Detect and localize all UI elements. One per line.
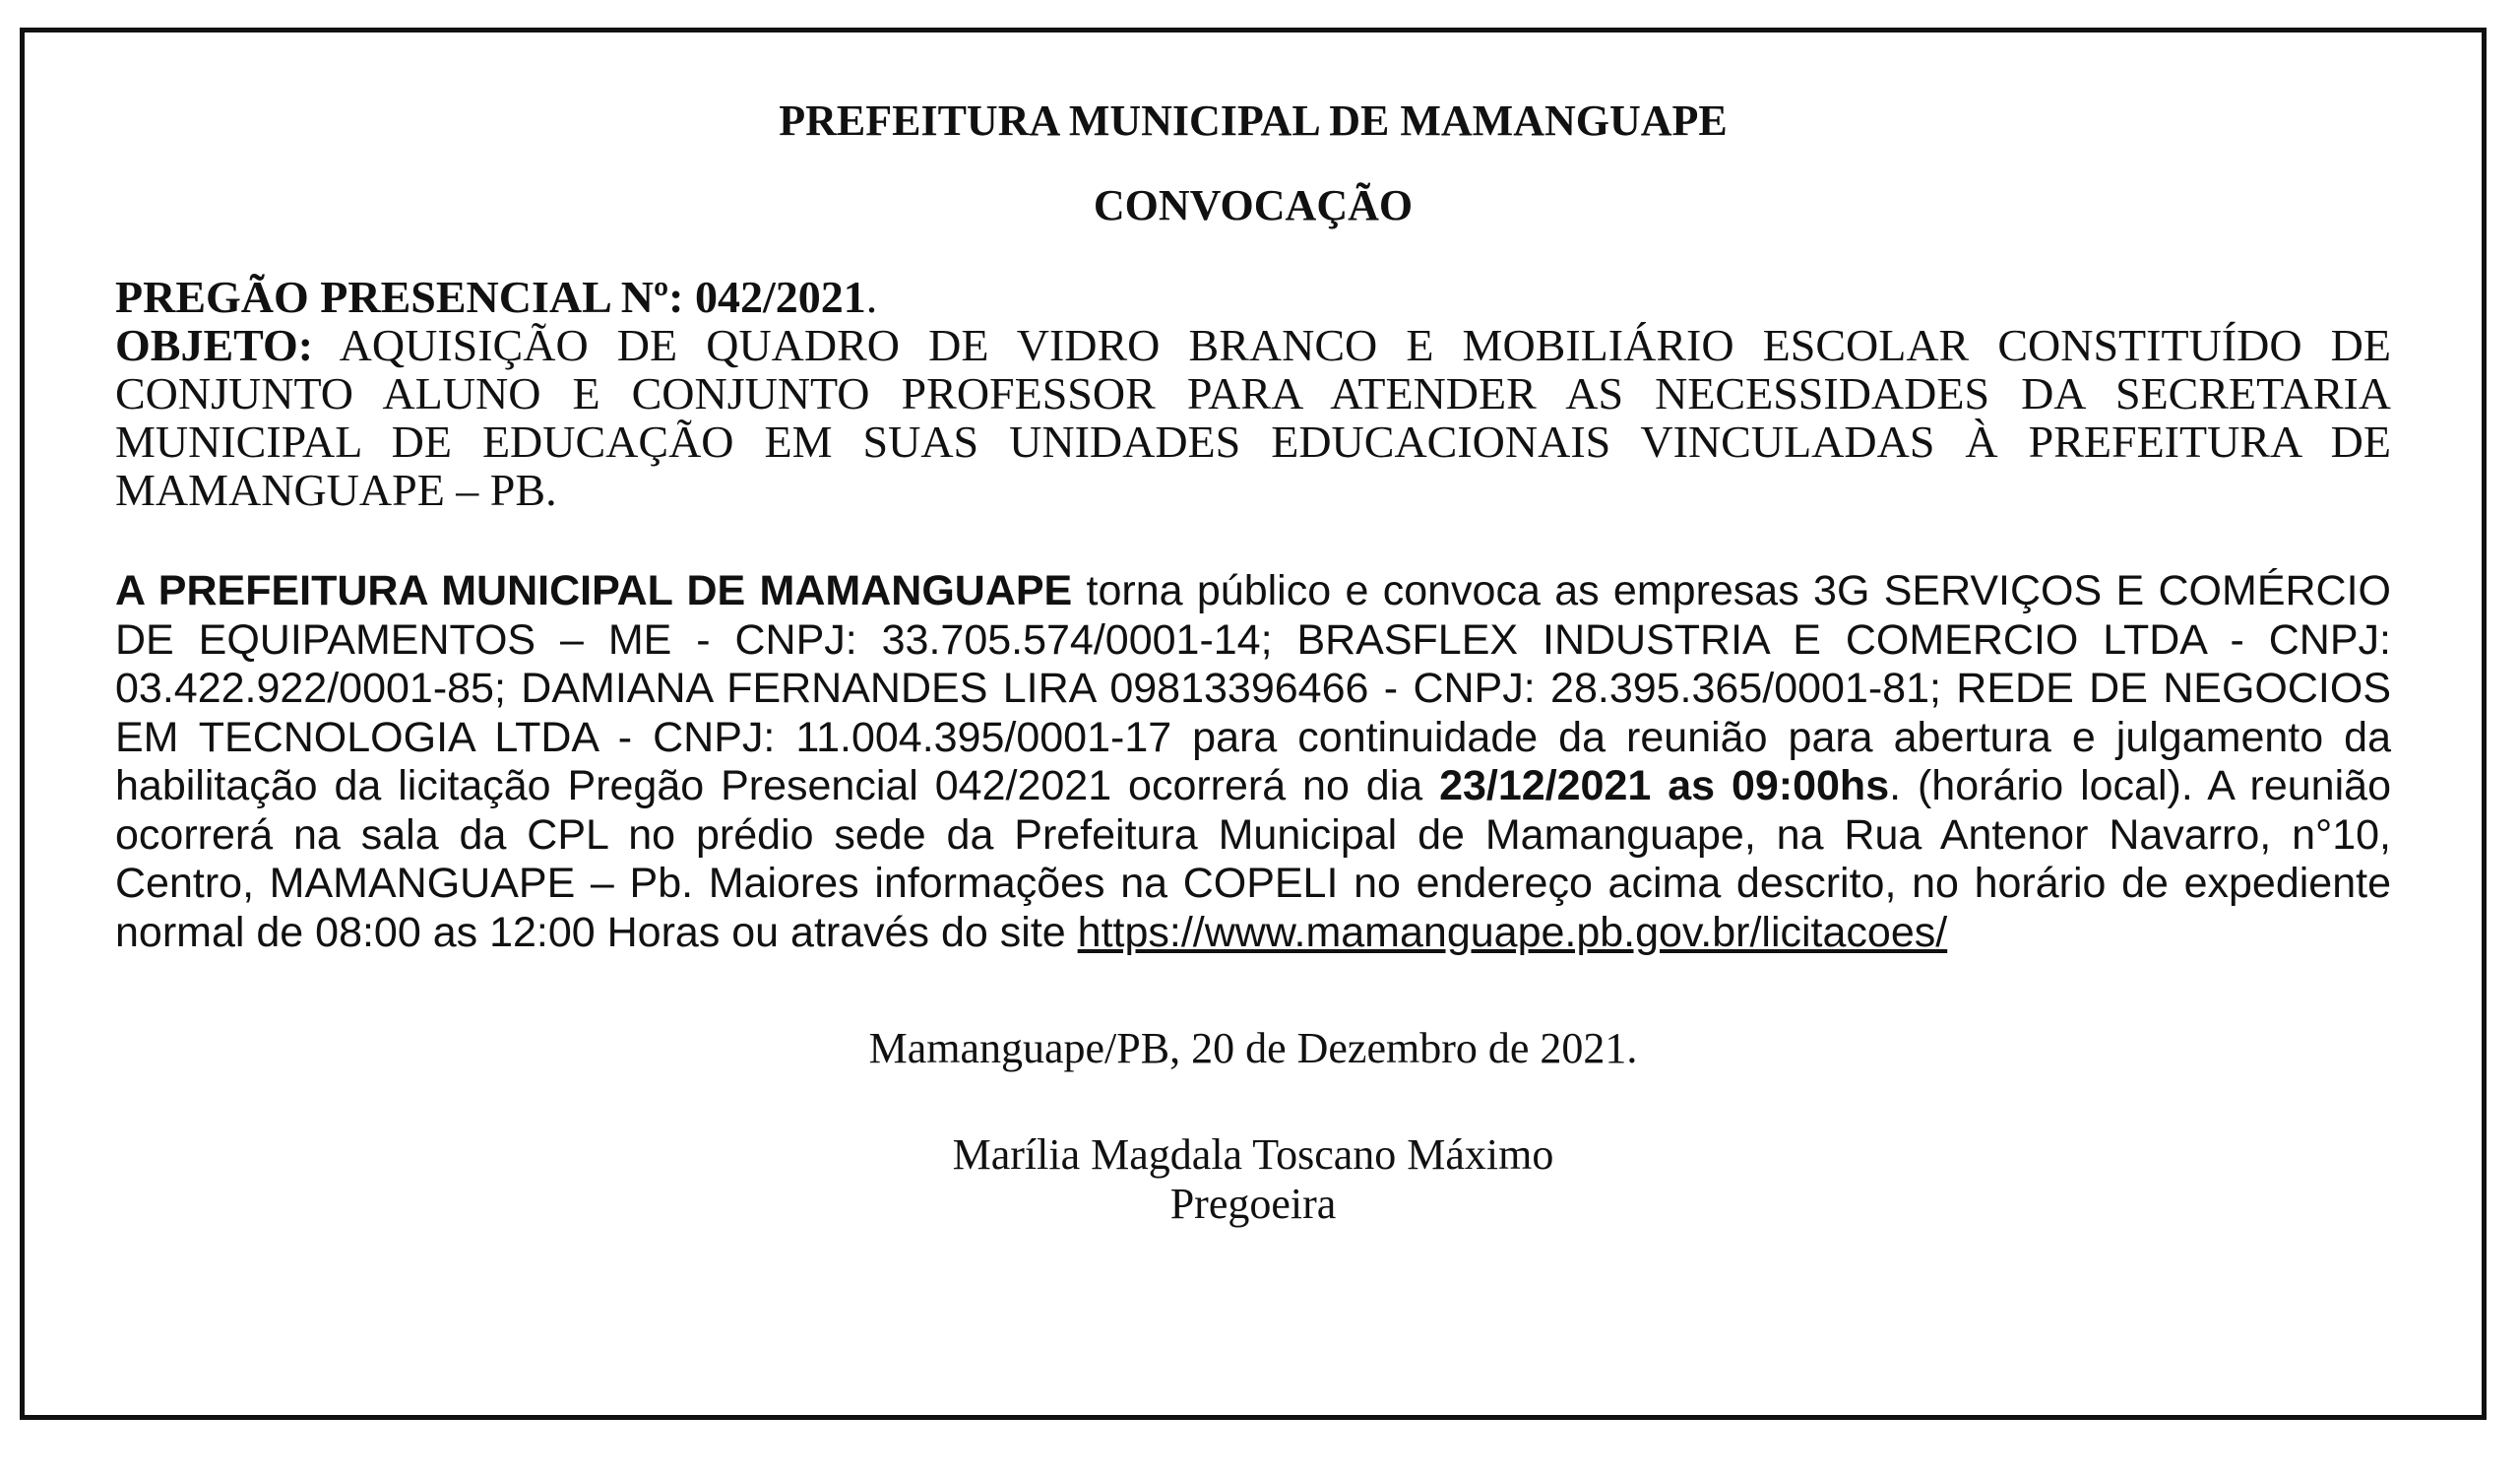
body-text-2: . (horário local). A reunião ocorrerá na sala da CPL no prédio sede da Prefeitura Municipal de Mamanguape, na Rua Antenor Navarro, n°10, Centro, MAMANGUAPE – Pb. Maiores informações na COPELI no endereço acima descrito, no horário de expediente normal de 08:00 as 12:00 Horas ou através do site (115, 762, 2391, 956)
page-subtitle: CONVOCAÇÃO (1093, 181, 1414, 229)
body-text-1: torna público e convoca as empresas 3G SERVIÇOS E COMÉRCIO DE EQUIPAMENTOS – ME - CNPJ: 33.705.574/0001-14; BRASFLEX INDUSTRIA E COMERCIO LTDA - CNPJ: 03.422.922/0001-85; DAMIANA FERNANDES LIRA 09813396466 - CNPJ: 28.395.365/0001-81; REDE DE NEGOCIOS EM TECNOLOGIA LTDA - CNPJ: 11.004.395/0001-17 para continuidade da reunião para abertura e julgamento da habilitação da licitação Pregão Presencial 042/2021 ocorrerá no dia (115, 567, 2391, 809)
signer-role: Pregoeira (1169, 1180, 1337, 1228)
pregao-suffix: . (865, 272, 878, 322)
document-frame (20, 28, 2487, 1420)
objeto-label: OBJETO: (115, 320, 314, 370)
entity-name: A PREFEITURA MUNICIPAL DE MAMANGUAPE (115, 567, 1073, 614)
pregao-line (115, 273, 2391, 321)
meeting-datetime: 23/12/2021 as 09:00hs (1439, 762, 1890, 809)
page-title: PREFEITURA MUNICIPAL DE MAMANGUAPE (779, 96, 1728, 145)
objeto-text: AQUISIÇÃO DE QUADRO DE VIDRO BRANCO E MOBILIÁRIO ESCOLAR CONSTITUÍDO DE CONJUNTO ALUNO E CONJUNTO PROFESSOR PARA ATENDER AS NECESSIDADES DA SECRETARIA MUNICIPAL DE EDUCAÇÃO EM SUAS UNIDADES EDUCACIONAIS VINCULADAS À PREFEITURA DE MAMANGUAPE – PB. (115, 320, 2391, 515)
signer-name: Marília Magdala Toscano Máximo (952, 1130, 1554, 1179)
document-content (115, 32, 2391, 1229)
convocation-paragraph (115, 567, 2391, 957)
place-date: Mamanguape/PB, 20 de Dezembro de 2021. (868, 1024, 1638, 1072)
licitacoes-link[interactable]: https://www.mamanguape.pb.gov.br/licitacoes/ (1077, 908, 1948, 956)
pregao-label: PREGÃO PRESENCIAL Nº: 042/2021 (115, 272, 866, 322)
objeto-paragraph (115, 321, 2391, 514)
